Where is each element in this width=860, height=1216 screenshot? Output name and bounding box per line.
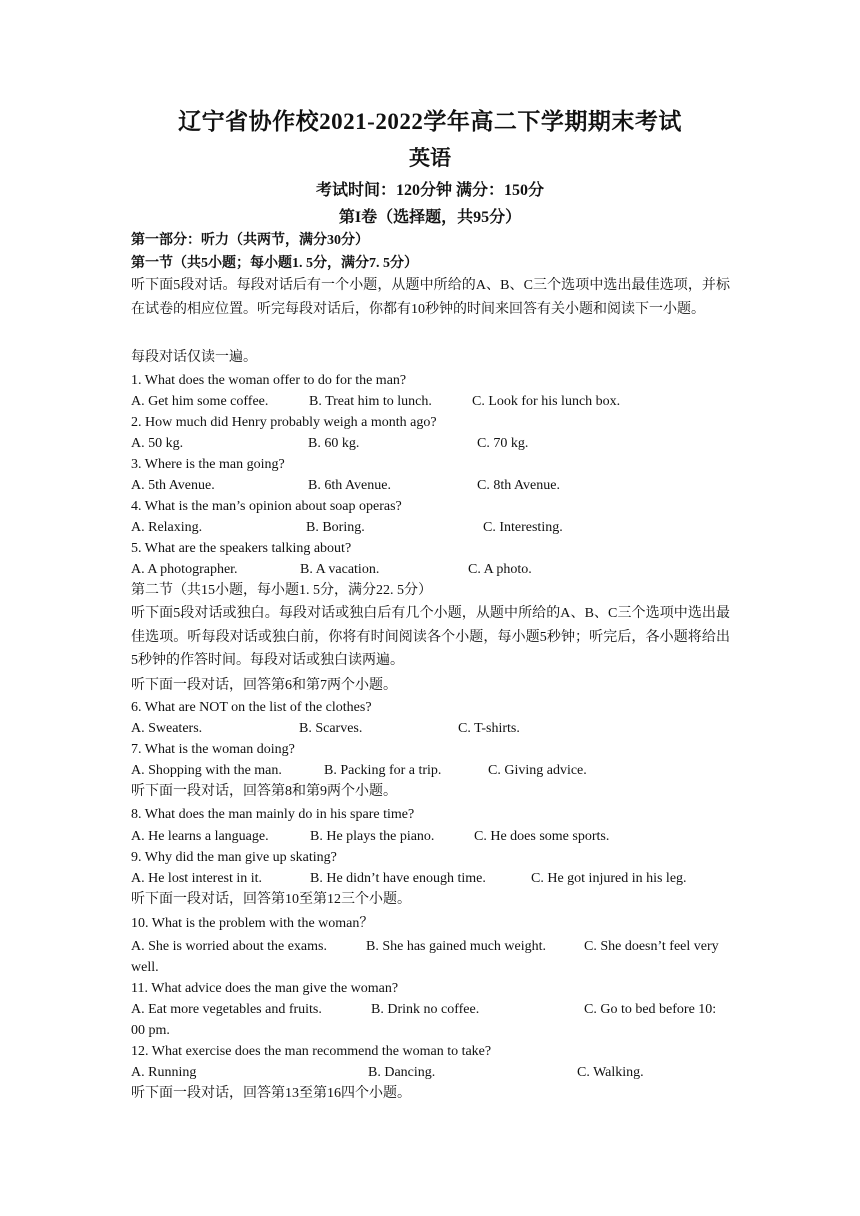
question-3: 3. Where is the man going? — [131, 457, 285, 472]
part1-heading: 第一部分：听力（共两节，满分30分） — [131, 233, 369, 248]
question-4: 4. What is the man’s opinion about soap operas? — [131, 499, 402, 514]
q2-option-a: A. 50 kg. — [131, 436, 184, 451]
q6-option-c: C. T-shirts. — [458, 721, 520, 736]
question-1: 1. What does the woman offer to do for the man? — [131, 373, 407, 388]
q11-option-c-cont: 00 pm. — [131, 1023, 170, 1038]
section1-instructions: 听下面5段对话。每段对话后有一个小题，从题中所给的A、B、C三个选项中选出最佳选项，并标在试卷的相应位置。听完每段对话后，你都有10秒钟的时间来回答有关小题和阅读下一小题。 — [131, 278, 730, 317]
exam-time-info: 考试时间：120分钟 满分：150分 — [315, 182, 544, 199]
q8-option-b: B. He plays the piano. — [310, 829, 435, 844]
q1-option-c: C. Look for his lunch box. — [472, 394, 621, 409]
q5-option-b: B. A vacation. — [300, 562, 380, 577]
q10-option-a: A. She is worried about the exams. — [131, 939, 327, 954]
volume-heading: 第I卷（选择题，共95分） — [338, 209, 522, 226]
q8-option-c: C. He does some sports. — [474, 829, 610, 844]
q1-option-a: A. Get him some coffee. — [131, 394, 269, 409]
q3-option-c: C. 8th Avenue. — [477, 478, 560, 493]
question-11: 11. What advice does the man give the woman? — [131, 981, 399, 996]
section2-instructions: 听下面5段对话或独白。每段对话或独白后有几个小题，从题中所给的A、B、C三个选项中选出最佳选项。听每段对话或独白前，你将有时间阅读各个小题，每小题5秒钟；听完后，各小题将给出5秒钟的作答时间。每段对话或独白读两遍。 — [131, 606, 730, 668]
q7-option-a: A. Shopping with the man. — [131, 763, 282, 778]
q4-option-a: A. Relaxing. — [131, 520, 203, 535]
q5-option-c: C. A photo. — [468, 562, 532, 577]
q3-option-b: B. 6th Avenue. — [308, 478, 391, 493]
question-8: 8. What does the man mainly do in his spare time? — [131, 807, 415, 822]
question-2: 2. How much did Henry probably weigh a month ago? — [131, 415, 437, 430]
q8-option-a: A. He learns a language. — [131, 829, 269, 844]
section1-heading: 第一节（共5小题；每小题1. 5分，满分7. 5分） — [131, 256, 418, 271]
q6-option-b: B. Scarves. — [299, 721, 363, 736]
q10-option-c: C. She doesn’t feel very — [584, 939, 719, 954]
q2-option-c: C. 70 kg. — [477, 436, 529, 451]
subject-title: 英语 — [409, 146, 451, 170]
dialog-prompt-8-9: 听下面一段对话，回答第8和第9两个小题。 — [131, 784, 397, 799]
q7-option-c: C. Giving advice. — [488, 763, 587, 778]
q4-option-c: C. Interesting. — [483, 520, 563, 535]
q1-option-b: B. Treat him to lunch. — [309, 394, 432, 409]
dialog-prompt-10-12: 听下面一段对话，回答第10至第12三个小题。 — [131, 892, 411, 907]
q12-option-a: A. Running — [131, 1065, 197, 1080]
q10-option-b: B. She has gained much weight. — [366, 939, 547, 954]
question-5: 5. What are the speakers talking about? — [131, 541, 352, 556]
q6-option-a: A. Sweaters. — [131, 721, 203, 736]
q3-option-a: A. 5th Avenue. — [131, 478, 215, 493]
q11-option-b: B. Drink no coffee. — [371, 1002, 480, 1017]
section2-heading: 第二节（共15小题，每小题1. 5分，满分22. 5分） — [131, 583, 432, 598]
q2-option-b: B. 60 kg. — [308, 436, 360, 451]
dialog-prompt-6-7: 听下面一段对话，回答第6和第7两个小题。 — [131, 678, 397, 693]
q4-option-b: B. Boring. — [306, 520, 365, 535]
question-9: 9. Why did the man give up skating? — [131, 850, 337, 865]
q12-option-b: B. Dancing. — [368, 1065, 436, 1080]
dialog-prompt-13-16: 听下面一段对话，回答第13至第16四个小题。 — [131, 1086, 411, 1101]
q5-option-a: A. A photographer. — [131, 562, 238, 577]
q9-option-b: B. He didn’t have enough time. — [310, 871, 486, 886]
question-7: 7. What is the woman doing? — [131, 742, 295, 757]
q7-option-b: B. Packing for a trip. — [324, 763, 442, 778]
q9-option-c: C. He got injured in his leg. — [531, 871, 687, 886]
q10-option-c-cont: well. — [131, 960, 159, 975]
q12-option-c: C. Walking. — [577, 1065, 644, 1080]
question-10: 10. What is the problem with the woman？ — [131, 916, 374, 931]
question-12: 12. What exercise does the man recommend the woman to take? — [131, 1044, 492, 1059]
section1-note: 每段对话仅读一遍。 — [131, 350, 257, 365]
question-6: 6. What are NOT on the list of the clothes? — [131, 700, 372, 715]
q9-option-a: A. He lost interest in it. — [131, 871, 263, 886]
exam-title: 辽宁省协作校2021-2022学年高二下学期期末考试 — [178, 109, 682, 134]
q11-option-c: C. Go to bed before 10: — [584, 1002, 717, 1017]
q11-option-a: A. Eat more vegetables and fruits. — [131, 1002, 322, 1017]
